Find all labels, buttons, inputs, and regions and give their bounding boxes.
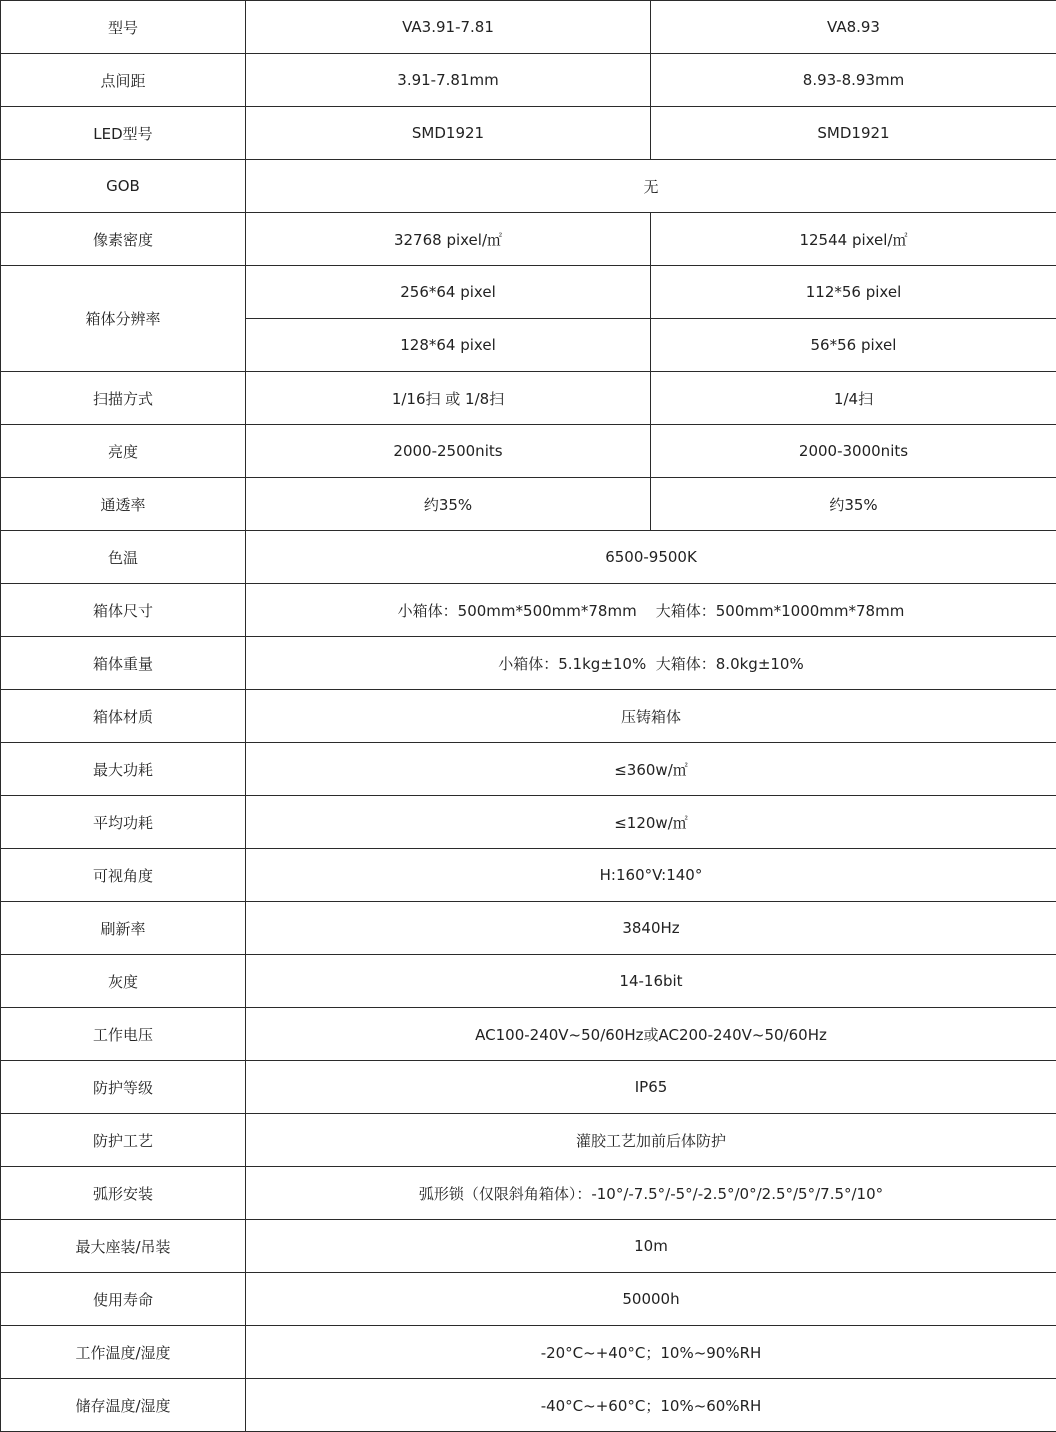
row-label: 箱体材质 (1, 690, 246, 743)
cell-shared: H:160°V:140° (246, 849, 1056, 902)
table-row-cabinet-size (1, 584, 1056, 637)
table-row-brightness (1, 425, 1056, 478)
row-label: 亮度 (1, 425, 246, 478)
cell-shared: 3840Hz (246, 902, 1056, 955)
cell-va391: 3.91-7.81mm (246, 54, 651, 107)
table-row-led-type (1, 107, 1056, 160)
cell-shared: 弧形锁（仅限斜角箱体）：-10°/-7.5°/-5°/-2.5°/0°/2.5°/5°/7.5°/10° (246, 1167, 1056, 1220)
table-row-refresh-rate (1, 902, 1056, 955)
table-row-cabinet-weight (1, 637, 1056, 690)
cell-shared: IP65 (246, 1061, 1056, 1114)
table-row-protection-process (1, 1114, 1056, 1167)
cell-va391: VA3.91-7.81 (246, 1, 651, 54)
row-label: 箱体分辨率 (1, 266, 246, 372)
row-label: GOB (1, 160, 246, 213)
row-label: 最大座装/吊装 (1, 1220, 246, 1273)
cell-va391: 256*64 pixel (246, 266, 651, 319)
row-label: 通透率 (1, 478, 246, 531)
cell-va893: SMD1921 (651, 107, 1056, 160)
table-row-color-temp (1, 531, 1056, 584)
table-row-gob (1, 160, 1056, 213)
cell-va391: SMD1921 (246, 107, 651, 160)
table-row-arc-install (1, 1167, 1056, 1220)
table-row-grayscale (1, 955, 1056, 1008)
cell-va391: 约35% (246, 478, 651, 531)
table-row-pitch (1, 54, 1056, 107)
table-row-lifespan (1, 1273, 1056, 1326)
cell-shared: 50000h (246, 1273, 1056, 1326)
table-row-transparency (1, 478, 1056, 531)
cell-va893: 约35% (651, 478, 1056, 531)
cell-shared: AC100-240V~50/60Hz或AC200-240V~50/60Hz (246, 1008, 1056, 1061)
cell-va893: 56*56 pixel (651, 319, 1056, 372)
row-label: 像素密度 (1, 213, 246, 266)
cell-shared: 14-16bit (246, 955, 1056, 1008)
row-label: 灰度 (1, 955, 246, 1008)
row-label: 最大功耗 (1, 743, 246, 796)
row-label: 使用寿命 (1, 1273, 246, 1326)
table-row-avg-power (1, 796, 1056, 849)
row-label: 扫描方式 (1, 372, 246, 425)
cell-shared: -20°C~+40°C；10%~90%RH (246, 1326, 1056, 1379)
row-label: 型号 (1, 1, 246, 54)
row-label: 工作电压 (1, 1008, 246, 1061)
table-row-max-mount (1, 1220, 1056, 1273)
cell-va391: 128*64 pixel (246, 319, 651, 372)
cell-shared: 压铸箱体 (246, 690, 1056, 743)
table-row-voltage (1, 1008, 1056, 1061)
row-label: 箱体尺寸 (1, 584, 246, 637)
spec-table-body (1, 1, 1056, 1432)
cell-shared: -40°C~+60°C；10%~60%RH (246, 1379, 1056, 1432)
row-label: 平均功耗 (1, 796, 246, 849)
table-row-scan (1, 372, 1056, 425)
cell-va391: 2000-2500nits (246, 425, 651, 478)
table-row-viewing-angle (1, 849, 1056, 902)
row-label: 刷新率 (1, 902, 246, 955)
table-row-operating-env (1, 1326, 1056, 1379)
cell-shared: 10m (246, 1220, 1056, 1273)
cell-shared: ≤120w/㎡ (246, 796, 1056, 849)
cell-shared: 灌胶工艺加前后体防护 (246, 1114, 1056, 1167)
cell-va391: 32768 pixel/㎡ (246, 213, 651, 266)
row-label: 点间距 (1, 54, 246, 107)
table-row-resolution (1, 266, 1056, 319)
row-label: LED型号 (1, 107, 246, 160)
row-label: 储存温度/湿度 (1, 1379, 246, 1432)
cell-va893: 112*56 pixel (651, 266, 1056, 319)
table-row-cabinet-material (1, 690, 1056, 743)
table-row-protection-level (1, 1061, 1056, 1114)
table-row-max-power (1, 743, 1056, 796)
cell-va893: 12544 pixel/㎡ (651, 213, 1056, 266)
cell-shared: 6500-9500K (246, 531, 1056, 584)
row-label: 弧形安装 (1, 1167, 246, 1220)
table-row-storage-env (1, 1379, 1056, 1432)
table-row-model (1, 1, 1056, 54)
table-row-pixel-density (1, 213, 1056, 266)
cell-va893: VA8.93 (651, 1, 1056, 54)
cell-va893: 8.93-8.93mm (651, 54, 1056, 107)
cell-shared: 小箱体：500mm*500mm*78mm 大箱体：500mm*1000mm*78mm (246, 584, 1056, 637)
row-label: 防护等级 (1, 1061, 246, 1114)
cell-va893: 2000-3000nits (651, 425, 1056, 478)
row-label: 箱体重量 (1, 637, 246, 690)
cell-va391: 1/16扫 或 1/8扫 (246, 372, 651, 425)
row-label: 防护工艺 (1, 1114, 246, 1167)
cell-va893: 1/4扫 (651, 372, 1056, 425)
row-label: 可视角度 (1, 849, 246, 902)
cell-shared: ≤360w/㎡ (246, 743, 1056, 796)
row-label: 工作温度/湿度 (1, 1326, 246, 1379)
cell-shared: 小箱体：5.1kg±10% 大箱体：8.0kg±10% (246, 637, 1056, 690)
row-label: 色温 (1, 531, 246, 584)
cell-shared: 无 (246, 160, 1056, 213)
